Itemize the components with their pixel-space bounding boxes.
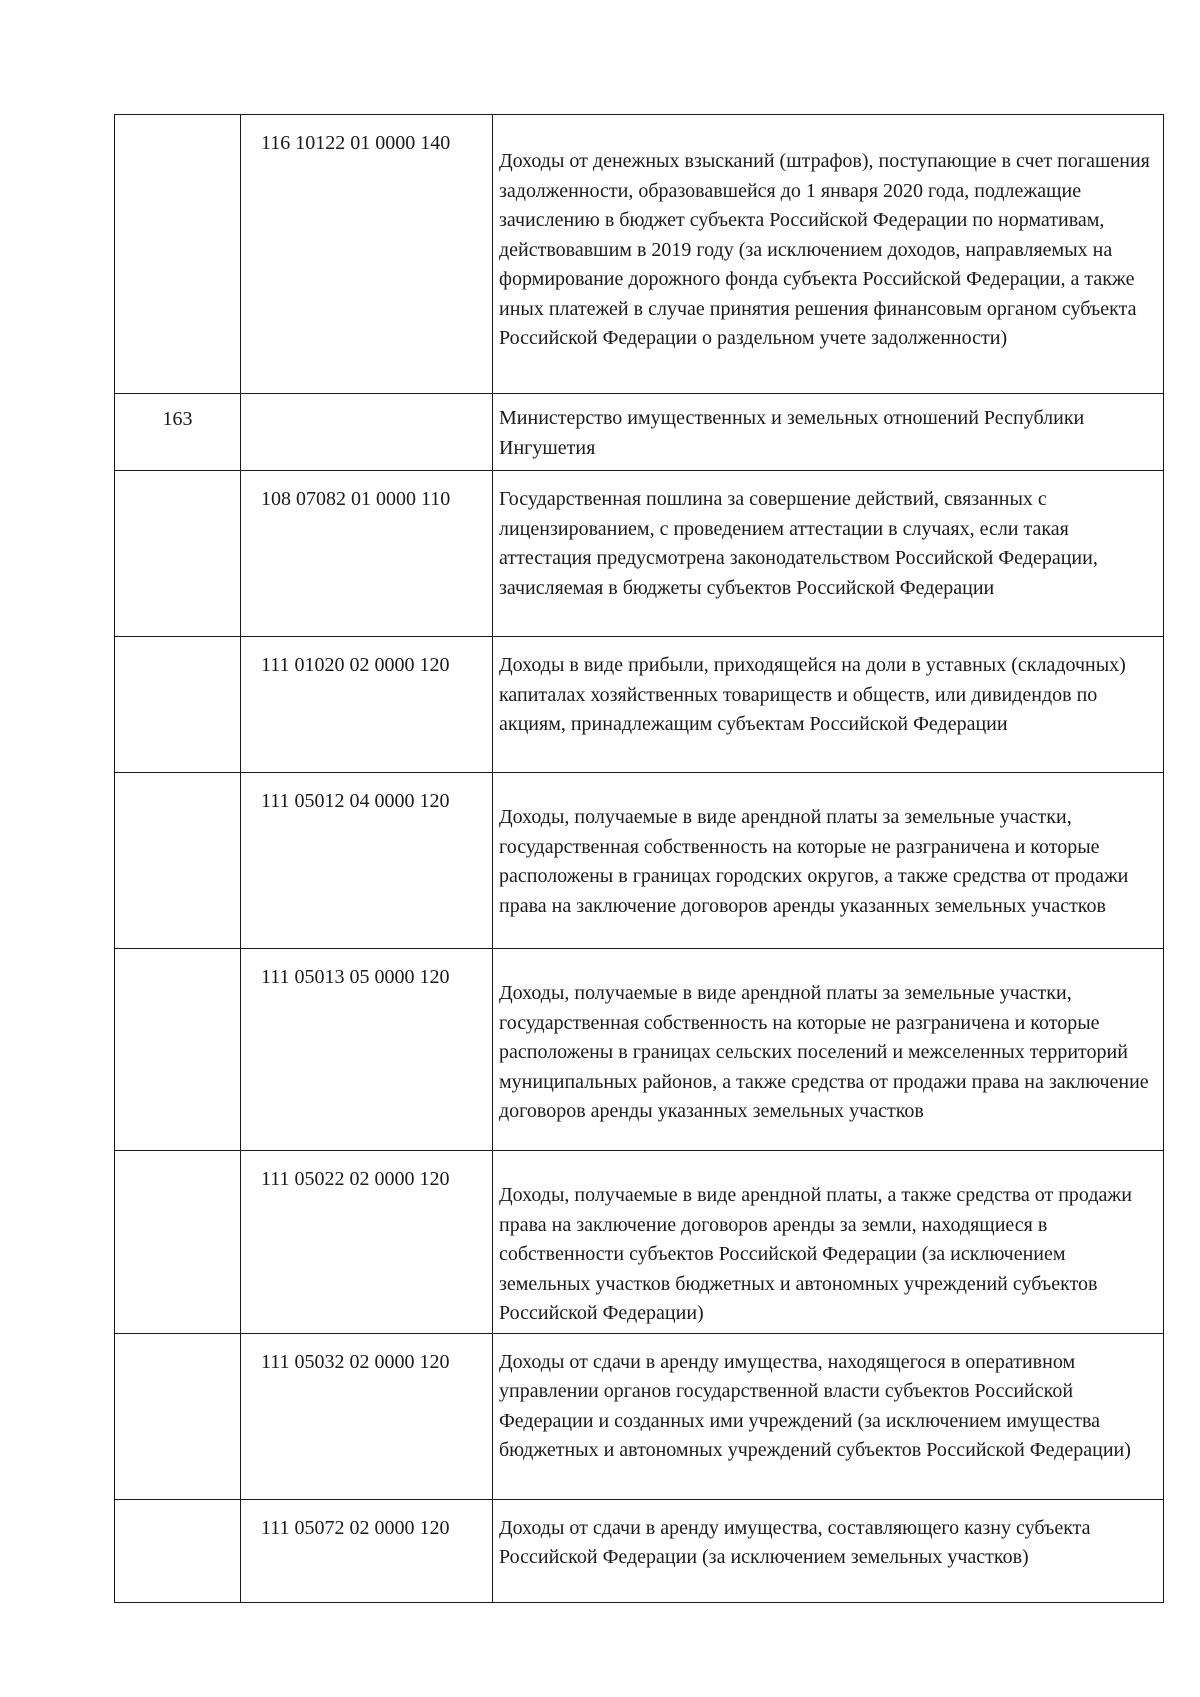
- admin-code-cell: [115, 471, 241, 637]
- administrator-name-text: Министерство имущественных и земельных отношений Республики Ингушетия: [499, 407, 1085, 459]
- table-row: [115, 471, 1164, 637]
- revenue-name-cell: [493, 637, 1164, 773]
- revenue-name-cell: [493, 1151, 1164, 1334]
- revenue-code-cell: 111 05012 04 0000 120: [241, 773, 493, 949]
- revenue-name-text: Доходы от сдачи в аренду имущества, составляющего казну субъекта Российской Федерации (за исключением земельных участков): [499, 1516, 1091, 1568]
- table-row: [115, 1333, 1164, 1499]
- revenue-name-cell: [493, 471, 1164, 637]
- revenue-name-text: Государственная пошлина за совершение действий, связанных с лицензированием, с проведением аттестации в случаях, если такая аттестация предусмотрена законодательством Российской Федерации, зачисляемая в бюджеты субъектов Российской Федерации: [499, 488, 1098, 599]
- revenue-name-text: Доходы, получаемые в виде арендной платы за земельные участки, государственная собственность на которые не разграничена и которые расположены в границах сельских поселений и межселенных территорий муниципальных районов, а также средства от продажи права на заключение договоров аренды указанных земельных участков: [499, 982, 1149, 1122]
- admin-code-cell: [115, 1151, 241, 1334]
- revenue-name-text: Доходы от денежных взысканий (штрафов), поступающие в счет погашения задолженности, образовавшейся до 1 января 2020 года, подлежащие зачислению в бюджет субъекта Российской Федерации по нормативам, действовавшим в 2019 году (за исключением доходов, направляемых на формирование дорожного фонда субъекта Российской Федерации, а также иных платежей в случае принятия решения финансовым органом субъекта Российской Федерации о раздельном учете задолженности): [499, 150, 1150, 349]
- revenue-name-text: Доходы от сдачи в аренду имущества, находящегося в оперативном управлении органов государственной власти субъектов Российской Федерации и созданных ими учреждений (за исключением имущества бюджетных и автономных учреждений субъектов Российской Федерации): [499, 1350, 1131, 1461]
- revenue-name-cell: [493, 1499, 1164, 1602]
- revenue-code-cell: 108 07082 01 0000 110: [241, 471, 493, 637]
- revenue-code-cell: 111 01020 02 0000 120: [241, 637, 493, 773]
- table-row: [115, 115, 1164, 394]
- table-row: [115, 949, 1164, 1151]
- revenue-code-cell: 111 05072 02 0000 120: [241, 1499, 493, 1602]
- table-row: [115, 637, 1164, 773]
- table-row: [115, 1151, 1164, 1334]
- revenue-code-cell: 111 05013 05 0000 120: [241, 949, 493, 1151]
- revenue-codes-table: [114, 114, 1164, 1603]
- admin-code-cell: [115, 1333, 241, 1499]
- admin-code-cell: [115, 773, 241, 949]
- revenue-name-text: Доходы, получаемые в виде арендной платы, а также средства от продажи права на заключение договоров аренды за земли, находящиеся в собственности субъектов Российской Федерации (за исключением земельных участков бюджетных и автономных учреждений субъектов Российской Федерации): [499, 1184, 1132, 1324]
- admin-code-cell: [115, 949, 241, 1151]
- table-row: [115, 394, 1164, 471]
- revenue-name-text: Доходы в виде прибыли, приходящейся на доли в уставных (складочных) капиталах хозяйственных товариществ и обществ, или дивидендов по акциям, принадлежащим субъектам Российской Федерации: [499, 654, 1126, 735]
- revenue-name-cell: [493, 1333, 1164, 1499]
- revenue-name-cell: [493, 949, 1164, 1151]
- admin-code-cell: [115, 1499, 241, 1602]
- admin-code-cell: [115, 115, 241, 394]
- admin-code-cell: 163: [115, 394, 241, 471]
- revenue-name-cell: [493, 394, 1164, 471]
- revenue-code-cell: 111 05032 02 0000 120: [241, 1333, 493, 1499]
- table-row: [115, 773, 1164, 949]
- revenue-code-cell: [241, 394, 493, 471]
- table-row: [115, 1499, 1164, 1602]
- revenue-name-cell: [493, 115, 1164, 394]
- admin-code-cell: [115, 637, 241, 773]
- revenue-code-cell: 116 10122 01 0000 140: [241, 115, 493, 394]
- revenue-name-text: Доходы, получаемые в виде арендной платы за земельные участки, государственная собственность на которые не разграничена и которые расположены в границах городских округов, а также средства от продажи права на заключение договоров аренды указанных земельных участков: [499, 806, 1129, 917]
- revenue-name-cell: [493, 773, 1164, 949]
- revenue-code-cell: 111 05022 02 0000 120: [241, 1151, 493, 1334]
